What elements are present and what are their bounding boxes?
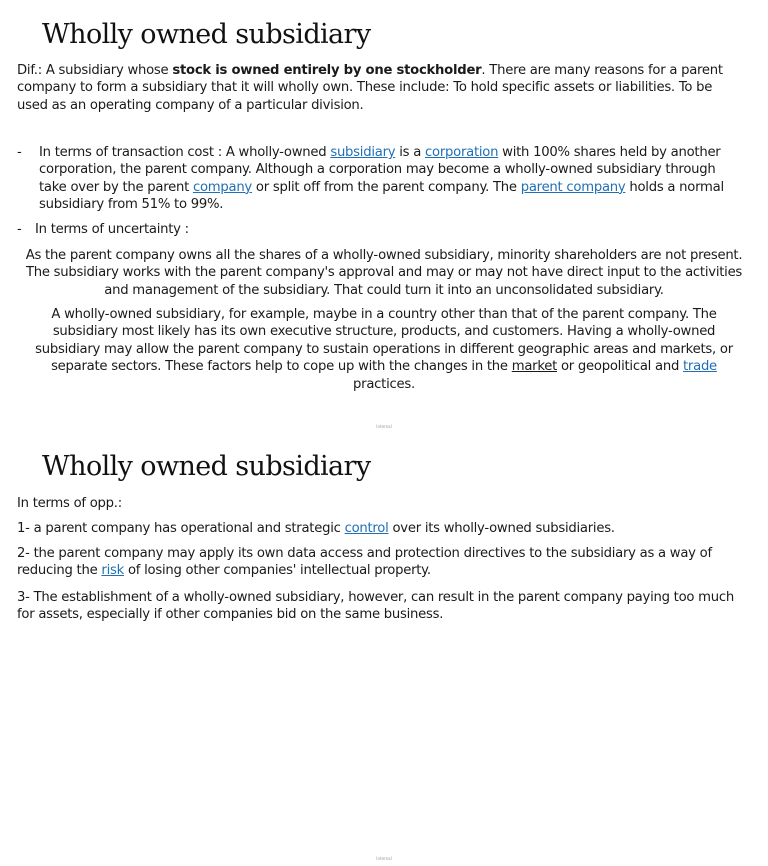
slide-title: Wholly owned subsidiary: [42, 19, 371, 50]
paragraph-text: A wholly-owned subsidiary, for example, maybe in a country other than that of the parent company. The subsidiary most likely has its own executive structure, products, and customers. Having a wholly-owned subsidiary may allow the parent company to sustain operations in different geographic areas and markets, or separate sectors. These factors help to cope up with the changes in the: [35, 307, 733, 375]
link-trade[interactable]: trade: [683, 359, 717, 375]
bullet-transaction-cost: [17, 144, 742, 214]
example-paragraph: [24, 306, 744, 393]
slide-1: [0, 0, 768, 432]
uncertainty-paragraph: As the parent company owns all the shares of a wholly-owned subsidiary, minority shareholders are not present. The subsidiary works with the parent company's approval and may or may not have direct input to the activities and management of the subsidiary. That could turn it into an unconsolidated subsidiary.: [25, 248, 743, 298]
link-company[interactable]: company: [192, 179, 252, 195]
list-item-text: 2- the parent company may apply its own data access and protection directives to the subsidiary as a way of reducing the: [17, 546, 712, 579]
bullet-dash: -: [17, 222, 22, 237]
footer-label: Internal: [376, 856, 392, 861]
opportunities-heading: In terms of opp.:: [17, 496, 122, 511]
link-market[interactable]: market: [511, 359, 558, 375]
bullet-transaction-cost-text: [39, 144, 742, 214]
list-item-text: of losing other companies' intellectual property.: [124, 563, 431, 579]
list-item-1: [17, 520, 742, 537]
bullet-dash: -: [17, 145, 22, 160]
paragraph-text: or geopolitical and: [557, 359, 684, 375]
bullet-uncertainty-text: In terms of uncertainty :: [35, 222, 189, 237]
definition-paragraph: [17, 62, 742, 114]
footer-label: Internal: [376, 424, 392, 429]
bullet-text: or split off from the parent company. The: [251, 179, 521, 195]
slide-title: Wholly owned subsidiary: [42, 451, 371, 482]
link-risk[interactable]: risk: [101, 563, 124, 579]
bullet-text: with 100% shares held by another corporation, the parent company. Although a corporation may become a wholly-owned subsidiary through take over by the parent: [39, 145, 721, 195]
list-item-text: over its wholly-owned subsidiaries.: [388, 521, 615, 536]
link-control[interactable]: control: [344, 521, 389, 536]
bullet-text: holds a normal subsidiary from 51% to 99%.: [39, 179, 724, 213]
paragraph-text: practices.: [353, 376, 415, 392]
bullet-text: In terms of transaction cost : A wholly-owned: [39, 145, 331, 160]
slide-2: [0, 433, 768, 866]
definition-text-rest: . There are many reasons for a parent company to form a subsidiary that it will wholly own. These include: To hold specific assets or liabilities. To be used as an operating company of a particular division.: [17, 63, 723, 113]
link-subsidiary[interactable]: subsidiary: [330, 145, 396, 160]
link-corporation[interactable]: corporation: [425, 145, 499, 160]
list-item-3: 3- The establishment of a wholly-owned subsidiary, however, can result in the parent company paying too much for assets, especially if other companies bid on the same business.: [17, 590, 734, 623]
definition-text: Dif.: A subsidiary whose: [17, 63, 173, 78]
link-parent-company[interactable]: parent company: [520, 179, 626, 195]
bullet-text: is a: [395, 145, 426, 160]
list-item-2: [17, 545, 745, 580]
definition-bold-text: stock is owned entirely by one stockholder: [172, 63, 482, 78]
bullet-uncertainty: [17, 221, 742, 238]
list-item-text: 1- a parent company has operational and strategic: [17, 521, 345, 536]
